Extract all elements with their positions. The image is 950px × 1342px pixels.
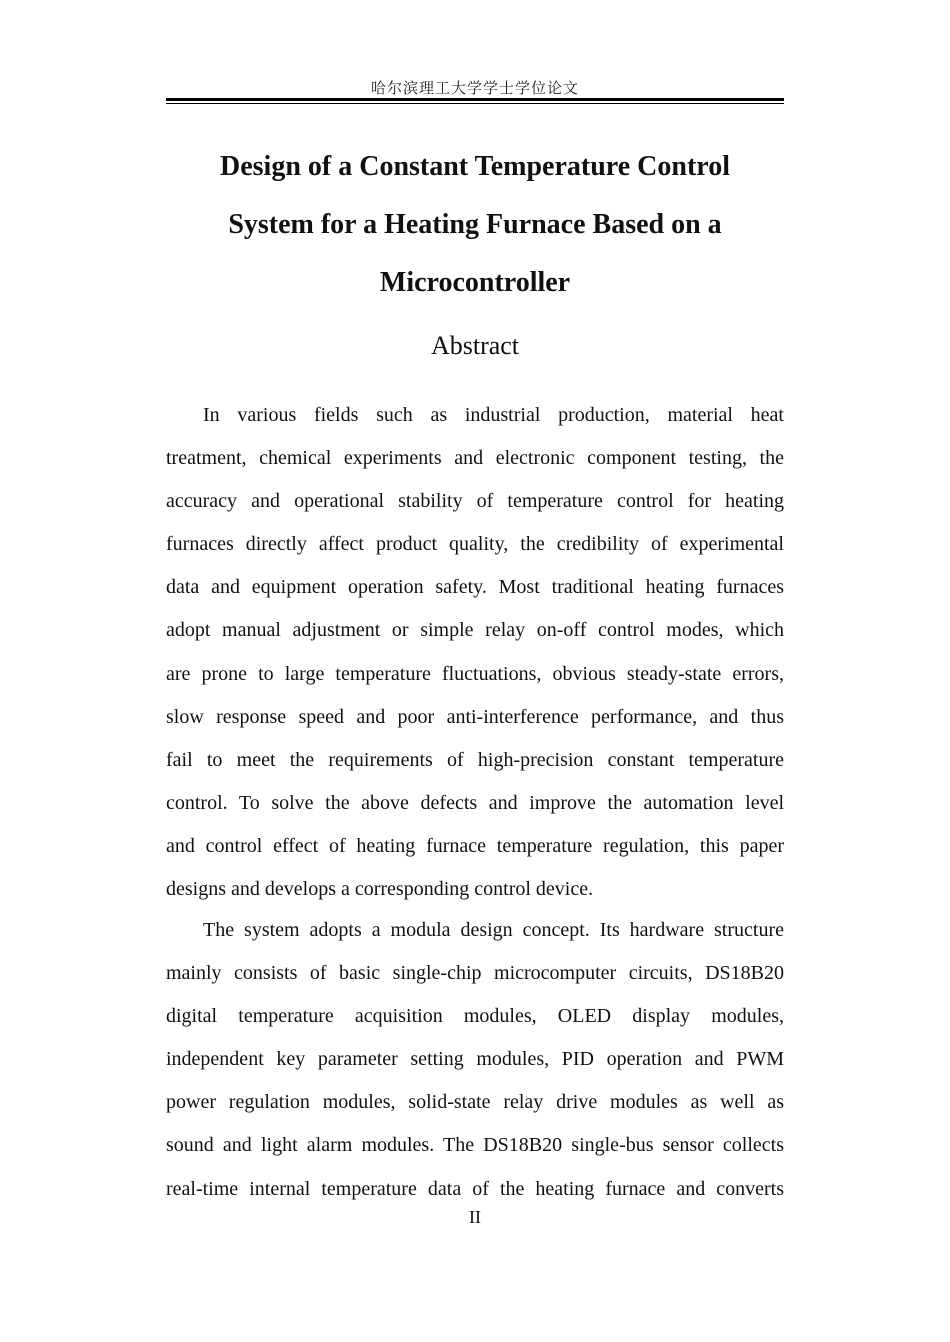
text-line: sound and light alarm modules. The DS18B20 single-bus sensor collects	[166, 1134, 784, 1157]
title-line: Microcontroller	[379, 267, 571, 298]
text-line: real-time internal temperature data of the heating furnace and converts	[166, 1177, 784, 1200]
text-line: designs and develops a corresponding control device.	[166, 878, 594, 901]
text-line: adopt manual adjustment or simple relay on-off control modes, which	[166, 619, 784, 642]
text-line: power regulation modules, solid-state relay drive modules as well as	[166, 1091, 784, 1114]
header-rule-thin	[166, 103, 784, 104]
text-line: In various fields such as industrial production, material heat	[203, 404, 784, 426]
text-line: fail to meet the requirements of high-precision constant temperature	[166, 748, 784, 771]
header-rule-thick	[166, 98, 784, 101]
paper-title	[166, 138, 784, 312]
abstract-heading: Abstract	[430, 331, 520, 360]
text-line: accuracy and operational stability of temperature control for heating	[166, 490, 784, 513]
text-line: mainly consists of basic single-chip microcomputer circuits, DS18B20	[166, 962, 784, 985]
text-line: treatment, chemical experiments and electronic component testing, the	[166, 447, 784, 470]
text-line: data and equipment operation safety. Most traditional heating furnaces	[166, 576, 784, 599]
abstract-paragraph-2	[166, 909, 784, 1211]
text-line: The system adopts a modula design concept. Its hardware structure	[203, 919, 784, 941]
text-line: independent key parameter setting modules, PID operation and PWM	[166, 1048, 784, 1071]
text-line: are prone to large temperature fluctuations, obvious steady-state errors,	[166, 662, 784, 685]
title-line: System for a Heating Furnace Based on a	[228, 209, 722, 240]
abstract-paragraph-1	[166, 394, 784, 911]
text-line: digital temperature acquisition modules, OLED display modules,	[166, 1005, 784, 1028]
text-line: and control effect of heating furnace temperature regulation, this paper	[166, 834, 784, 857]
text-line: slow response speed and poor anti-interference performance, and thus	[166, 705, 784, 728]
text-line: control. To solve the above defects and improve the automation level	[166, 791, 784, 814]
running-header: 哈尔滨理工大学学士学位论文	[370, 79, 579, 97]
page-number: II	[469, 1207, 481, 1227]
title-line: Design of a Constant Temperature Control	[220, 151, 730, 182]
text-line: furnaces directly affect product quality, the credibility of experimental	[166, 533, 784, 556]
